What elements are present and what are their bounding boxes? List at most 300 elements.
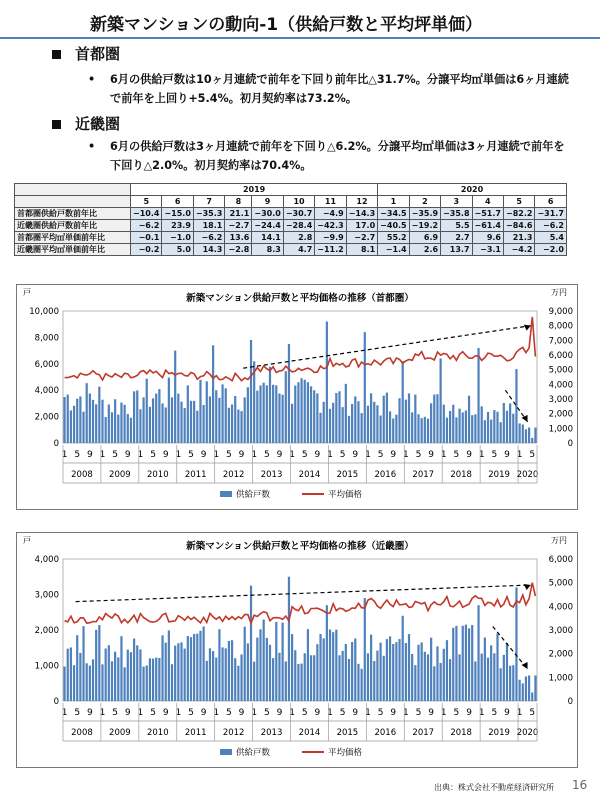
bar-supply: [417, 645, 419, 701]
x-year-label: 2010: [146, 470, 169, 480]
bar-supply: [193, 634, 195, 701]
x-month-tick-label: 9: [86, 450, 93, 460]
bar-supply: [452, 628, 454, 701]
bar-supply: [392, 419, 394, 443]
bar-supply: [326, 322, 328, 443]
bar-supply: [414, 665, 416, 701]
bar-supply: [402, 361, 404, 443]
x-month-tick-label: 1: [137, 450, 144, 460]
bar-supply: [357, 664, 359, 701]
y-right-tick-label: 4,000: [548, 380, 573, 391]
arrowhead-icon: [522, 662, 528, 669]
bar-supply: [402, 616, 404, 701]
x-month-tick-label: 9: [504, 708, 510, 718]
table-cell: −6.2: [535, 220, 566, 232]
legend-label: 平均価格: [328, 748, 363, 758]
bar-supply: [408, 393, 410, 443]
bar-supply: [440, 663, 442, 701]
x-month-tick-label: 9: [390, 450, 397, 460]
x-month-tick-label: 5: [150, 450, 156, 460]
page-title: 新築マンションの動向-1（供給戸数と平均坪単価）: [90, 15, 483, 35]
x-month-tick-label: 9: [124, 708, 131, 718]
x-month-tick-label: 1: [402, 708, 409, 718]
bar-supply: [161, 403, 163, 443]
x-month-tick-label: 5: [74, 708, 81, 718]
x-month-tick-label: 9: [314, 708, 321, 718]
bar-supply: [487, 658, 489, 701]
table-year-cell: 2020: [378, 184, 567, 196]
chart-title: 新築マンション供給戸数と平均価格の推移（近畿圏）: [186, 541, 414, 552]
bar-supply: [79, 396, 81, 443]
table-cell: −19.2: [409, 220, 440, 232]
table-cell: −14.3: [346, 208, 377, 220]
bar-supply: [452, 405, 454, 443]
bar-supply: [383, 396, 385, 443]
bar-supply: [477, 605, 479, 701]
bar-supply: [190, 637, 192, 701]
bar-supply: [187, 385, 189, 443]
chart-svg: [17, 285, 577, 509]
table-cell: 21.3: [503, 232, 534, 244]
bar-supply: [272, 385, 274, 443]
table-cell: −6.2: [131, 220, 162, 232]
bar-supply: [288, 344, 290, 443]
bar-supply: [291, 404, 293, 443]
bullet-dot-icon: •: [88, 73, 96, 86]
bar-supply: [531, 438, 533, 443]
x-year-label: 2020: [516, 728, 539, 738]
bar-supply: [465, 410, 467, 443]
trend-arrow-dashed: [76, 585, 531, 602]
bar-supply: [373, 661, 375, 701]
legend-label: 供給戸数: [236, 490, 271, 500]
bar-supply: [190, 401, 192, 443]
bar-supply: [117, 657, 119, 701]
bar-supply: [98, 625, 100, 701]
bar-supply: [297, 664, 299, 701]
bar-supply: [272, 658, 274, 701]
bar-supply: [73, 406, 75, 443]
bar-supply: [95, 404, 97, 443]
bar-supply: [316, 393, 318, 443]
bar-supply: [522, 683, 524, 701]
bar-supply: [95, 630, 97, 701]
bar-supply: [133, 391, 135, 443]
table-cell: 9.6: [472, 232, 503, 244]
bar-supply: [206, 661, 208, 701]
bar-supply: [199, 631, 201, 701]
table-corner: [15, 196, 131, 208]
bar-supply: [389, 411, 391, 443]
bar-supply: [124, 667, 126, 701]
bar-supply: [525, 676, 527, 701]
table-cell: 5.5: [441, 220, 472, 232]
table-cell: −51.7: [472, 208, 503, 220]
bar-supply: [506, 411, 508, 443]
bar-supply: [114, 399, 116, 443]
x-month-tick-label: 9: [466, 708, 472, 718]
bar-supply: [515, 587, 517, 701]
section-heading-kinki: 近畿圏: [52, 113, 120, 134]
x-month-tick-label: 1: [61, 708, 68, 718]
bar-supply: [234, 396, 236, 443]
bar-supply: [458, 409, 460, 443]
y-right-tick-label: 1,000: [548, 424, 573, 435]
x-month-tick-label: 9: [124, 450, 131, 460]
bar-supply: [361, 669, 363, 701]
table-row: [15, 208, 567, 220]
bar-supply: [534, 428, 536, 443]
table-cell: 13.6: [225, 232, 252, 244]
x-month-tick-label: 1: [99, 708, 106, 718]
table-row: [15, 244, 567, 256]
table-cell: −82.2: [503, 208, 534, 220]
x-month-tick-label: 1: [251, 708, 258, 718]
legend-label: 平均価格: [328, 490, 363, 500]
table-month-cell: 10: [283, 196, 314, 208]
bar-supply: [319, 634, 321, 701]
x-month-tick-label: 1: [289, 708, 295, 718]
x-month-tick-label: 1: [99, 450, 106, 460]
bar-supply: [335, 393, 337, 443]
bar-supply: [490, 645, 492, 701]
x-month-tick-label: 5: [150, 708, 156, 718]
bar-supply: [436, 394, 438, 443]
bar-supply: [82, 412, 84, 443]
table-cell: −35.8: [441, 208, 472, 220]
y-right-tick-label: 4,000: [548, 602, 573, 613]
x-month-tick-label: 5: [263, 708, 270, 718]
arrowhead-icon: [524, 584, 531, 590]
table-year-cell: 2019: [131, 184, 378, 196]
bar-supply: [237, 410, 239, 443]
bar-supply: [433, 395, 435, 443]
bar-supply: [142, 667, 144, 701]
bar-supply: [471, 415, 473, 443]
bar-supply: [379, 416, 381, 443]
x-month-tick-label: 1: [365, 708, 371, 718]
table-month-cell: 11: [315, 196, 346, 208]
bar-supply: [364, 598, 366, 701]
title-divider: [0, 37, 600, 39]
bar-supply: [275, 385, 277, 443]
legend-label: 供給戸数: [236, 748, 271, 758]
bar-supply: [421, 642, 423, 701]
x-month-tick-label: 1: [61, 450, 68, 460]
bar-supply: [63, 667, 65, 701]
bar-supply: [531, 692, 533, 701]
bar-supply: [120, 403, 122, 443]
table-cell: −28.4: [283, 220, 314, 232]
bar-supply: [421, 418, 423, 443]
table-cell: −61.4: [472, 220, 503, 232]
table-cell: −34.5: [378, 208, 409, 220]
x-month-tick-label: 1: [251, 450, 258, 460]
bar-supply: [105, 649, 107, 701]
legend-swatch-bar: [220, 749, 232, 755]
bar-supply: [398, 398, 400, 443]
table-cell: 2.8: [283, 232, 314, 244]
bar-supply: [275, 622, 277, 701]
bar-supply: [430, 638, 432, 701]
y-left-tick-label: 4,000: [34, 555, 59, 565]
table-cell: 5.0: [162, 244, 193, 256]
bar-supply: [326, 605, 328, 701]
bar-supply: [528, 675, 530, 701]
bullet-dot-icon: •: [88, 140, 96, 153]
x-year-label: 2018: [450, 728, 472, 738]
y-left-tick-label: 0: [53, 697, 59, 707]
bar-supply: [313, 390, 315, 443]
bar-supply: [63, 397, 65, 443]
bar-supply: [364, 332, 366, 443]
bar-supply: [92, 659, 94, 701]
bar-supply: [149, 407, 151, 443]
table-cell: 2.7: [441, 232, 472, 244]
bar-supply: [89, 393, 91, 443]
bar-supply: [89, 666, 91, 701]
bar-supply: [256, 391, 258, 443]
bar-supply: [528, 428, 530, 443]
x-month-tick-label: 1: [213, 450, 220, 460]
bar-supply: [142, 397, 144, 443]
x-month-tick-label: 5: [377, 450, 384, 460]
x-month-tick-label: 9: [86, 708, 93, 718]
table-cell: −24.4: [252, 220, 283, 232]
x-month-tick-label: 9: [200, 450, 207, 460]
bar-supply: [67, 395, 69, 443]
table-row-label: 首都圏供給戸数前年比: [15, 208, 131, 220]
bar-supply: [79, 653, 81, 701]
table-cell: −15.0: [162, 208, 193, 220]
bar-supply: [86, 663, 88, 701]
table-row-label: 近畿圏平均㎡単価前年比: [15, 244, 131, 256]
bar-supply: [307, 629, 309, 701]
x-month-tick-label: 1: [137, 708, 144, 718]
table-cell: 14.1: [252, 232, 283, 244]
bar-supply: [136, 645, 138, 701]
bar-supply: [323, 402, 325, 443]
bar-supply: [124, 405, 126, 443]
bar-supply: [111, 661, 113, 701]
table-cell: 13.7: [441, 244, 472, 256]
x-month-tick-label: 9: [390, 708, 397, 718]
table-year-row: [15, 184, 567, 196]
bar-supply: [244, 627, 246, 701]
x-month-tick-label: 1: [478, 450, 485, 460]
bar-supply: [184, 649, 186, 701]
bar-supply: [158, 658, 160, 701]
bar-supply: [477, 348, 479, 443]
bar-supply: [291, 634, 293, 701]
bar-supply: [383, 656, 385, 701]
y-right-unit: 万円: [551, 536, 567, 545]
bar-supply: [73, 665, 75, 701]
section-heading-shutoken: 首都圏: [52, 43, 120, 64]
bar-supply: [218, 629, 220, 701]
y-right-tick-label: 2,000: [548, 649, 573, 660]
x-year-label: 2015: [336, 728, 359, 738]
bar-supply: [139, 409, 141, 443]
bar-supply: [171, 397, 173, 443]
bar-supply: [177, 394, 179, 443]
table-row: [15, 232, 567, 244]
y-right-tick-label: 1,000: [548, 673, 573, 684]
x-year-label: 2019: [488, 470, 510, 480]
bar-supply: [70, 647, 72, 701]
x-year-label: 2016: [374, 470, 397, 480]
bar-supply: [111, 412, 113, 443]
bar-supply: [471, 625, 473, 701]
x-year-label: 2012: [222, 470, 245, 480]
bar-supply: [515, 369, 517, 443]
bar-supply: [342, 407, 344, 443]
bar-supply: [411, 412, 413, 443]
bar-supply: [313, 655, 315, 701]
bar-supply: [259, 385, 261, 443]
table-cell: 5.4: [535, 232, 566, 244]
bar-supply: [285, 661, 287, 701]
x-month-tick-label: 9: [162, 708, 169, 718]
bar-supply: [525, 429, 527, 443]
x-month-tick-label: 1: [327, 450, 333, 460]
square-bullet-icon: [52, 120, 61, 129]
x-year-label: 2009: [109, 728, 131, 738]
x-year-label: 2014: [298, 470, 321, 480]
bar-supply: [127, 650, 129, 701]
x-month-tick-label: 1: [402, 450, 409, 460]
trend-arrow-dashed: [243, 326, 531, 369]
bar-supply: [234, 658, 236, 701]
table-month-cell: 9: [252, 196, 283, 208]
x-month-tick-label: 9: [352, 450, 359, 460]
bar-supply: [108, 404, 110, 443]
arrowhead-icon: [522, 415, 528, 422]
bar-supply: [76, 399, 78, 443]
x-year-label: 2012: [222, 728, 245, 738]
bar-supply: [180, 642, 182, 701]
bar-supply: [130, 652, 132, 701]
bar-supply: [484, 420, 486, 443]
bar-supply: [171, 664, 173, 701]
bar-supply: [367, 653, 369, 701]
x-month-tick-label: 5: [377, 708, 384, 718]
bar-supply: [263, 383, 265, 443]
table-cell: 18.1: [193, 220, 224, 232]
y-right-tick-label: 5,000: [548, 365, 573, 376]
table-month-cell: 6: [535, 196, 566, 208]
bar-supply: [259, 629, 261, 701]
bar-supply: [240, 654, 242, 701]
chart-svg: [17, 533, 577, 767]
bar-supply: [474, 661, 476, 701]
x-month-tick-label: 5: [301, 450, 308, 460]
x-month-tick-label: 9: [276, 708, 283, 718]
table-cell: −0.1: [131, 232, 162, 244]
bar-supply: [70, 410, 72, 443]
bar-supply: [493, 410, 495, 443]
bar-supply: [509, 403, 511, 443]
bar-supply: [506, 643, 508, 701]
bar-supply: [348, 416, 350, 443]
x-month-tick-label: 1: [440, 708, 447, 718]
bar-supply: [266, 385, 268, 443]
yoy-table: [14, 183, 567, 256]
bar-supply: [443, 405, 445, 443]
x-month-tick-label: 1: [516, 450, 523, 460]
arrowhead-icon: [524, 325, 531, 331]
bar-supply: [196, 634, 198, 701]
bar-supply: [389, 636, 391, 701]
x-year-label: 2009: [109, 470, 131, 480]
bar-supply: [465, 625, 467, 701]
bar-supply: [474, 414, 476, 443]
x-year-label: 2016: [374, 728, 397, 738]
bar-supply: [405, 400, 407, 443]
x-year-label: 2015: [336, 470, 359, 480]
table-month-cell: 2: [409, 196, 440, 208]
bar-supply: [158, 389, 160, 443]
bar-supply: [329, 630, 331, 701]
bar-supply: [512, 414, 514, 443]
bar-supply: [269, 367, 271, 443]
bar-supply: [184, 408, 186, 443]
y-right-unit: 万円: [551, 288, 567, 297]
bar-supply: [136, 390, 138, 443]
x-month-tick-label: 5: [226, 450, 232, 460]
table-cell: −42.3: [315, 220, 346, 232]
bar-supply: [161, 635, 163, 701]
bar-supply: [266, 638, 268, 701]
chart-title: 新築マンション供給戸数と平均価格の推移（首都圏）: [186, 293, 414, 304]
bar-supply: [376, 651, 378, 701]
x-month-tick-label: 1: [175, 708, 182, 718]
bar-supply: [174, 646, 176, 701]
table-cell: 6.9: [409, 232, 440, 244]
bar-supply: [493, 653, 495, 701]
bar-supply: [225, 648, 227, 701]
bar-supply: [351, 404, 353, 443]
x-month-tick-label: 5: [339, 708, 346, 718]
bar-supply: [149, 658, 151, 701]
table-cell: −10.4: [131, 208, 162, 220]
x-month-tick-label: 5: [491, 450, 498, 460]
line-price: [65, 583, 536, 623]
chart-shutoken: [16, 284, 578, 510]
table-cell: −84.6: [503, 220, 534, 232]
bar-supply: [395, 415, 397, 443]
bar-supply: [304, 653, 306, 701]
bar-supply: [101, 664, 103, 701]
y-left-tick-label: 4,000: [34, 386, 59, 397]
table-row-label: 首都圏平均㎡単価前年比: [15, 232, 131, 244]
bar-supply: [354, 638, 356, 701]
table-cell: −1.0: [162, 232, 193, 244]
x-year-label: 2014: [298, 728, 321, 738]
bar-supply: [120, 636, 122, 701]
x-month-tick-label: 5: [301, 708, 308, 718]
bar-supply: [519, 680, 521, 701]
bar-supply: [534, 675, 536, 701]
x-month-tick-label: 5: [339, 450, 346, 460]
x-month-tick-label: 5: [188, 708, 194, 718]
square-bullet-icon: [52, 50, 61, 59]
table-month-cell: 4: [472, 196, 503, 208]
x-month-tick-label: 5: [453, 708, 460, 718]
bar-supply: [351, 642, 353, 701]
y-left-tick-label: 10,000: [29, 307, 59, 317]
bar-supply: [269, 645, 271, 701]
